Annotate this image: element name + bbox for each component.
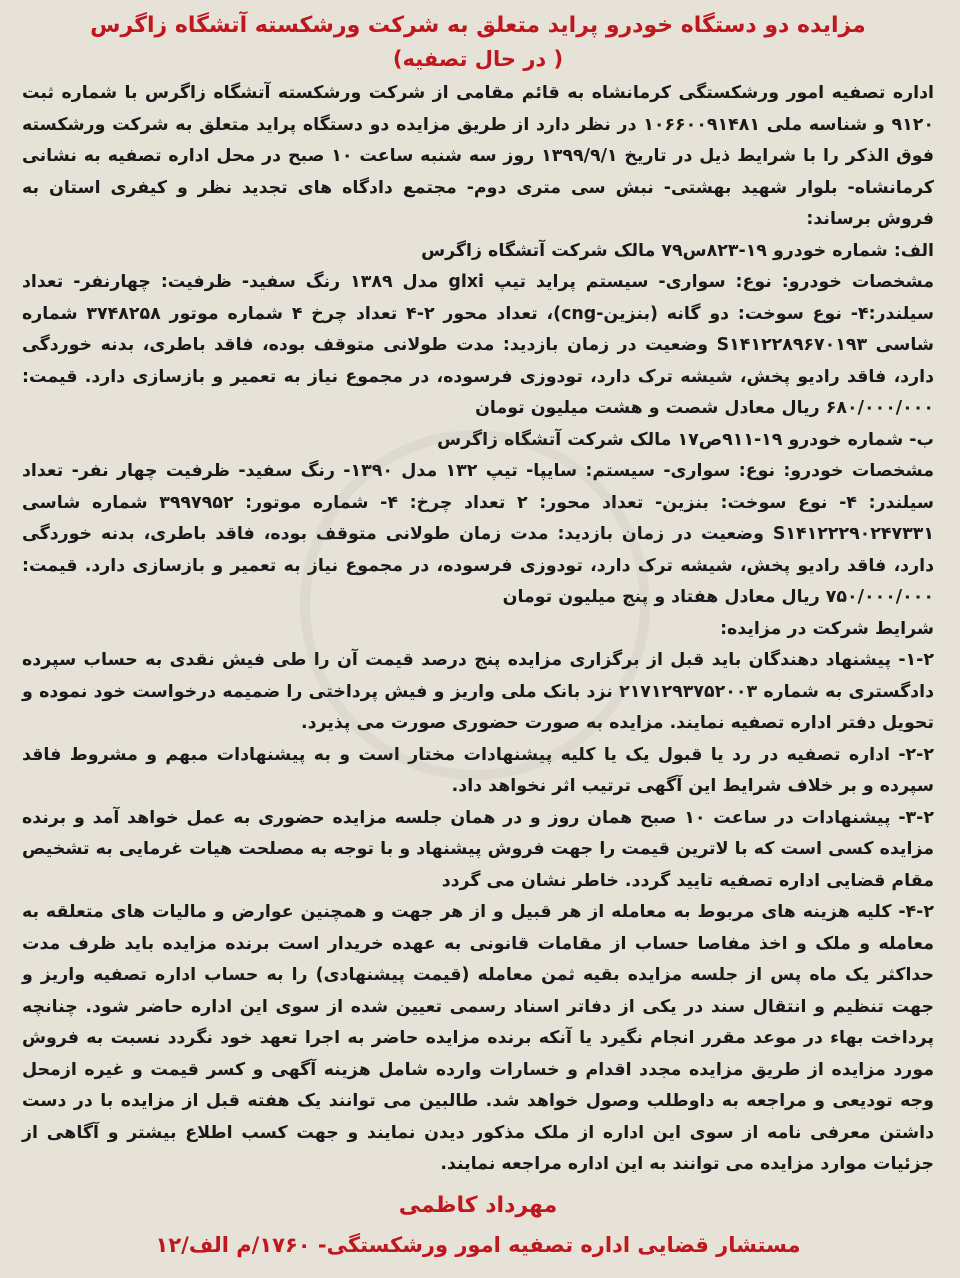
car-a-specs: مشخصات خودرو: نوع: سواری- سیستم پراید تیپ glxi مدل ۱۳۸۹ رنگ سفید- ظرفیت: چهارنفر- تعداد سیلندر:۴- نوع سوخت: دو گانه (بنزین-cng)، تعداد محور ۲-۴ تعداد چرخ ۴ شماره موتور ۳۷۴۸۲۵۸ شماره شاسی S۱۴۱۲۲۸۹۶۷۰۱۹۳ وضعیت در زمان بازدید: مدت طولانی متوقف بوده، فاقد باطری، بدنه خوردگی دارد، فاقد رادیو پخش، شیشه ترک دارد، تودوزی فرسوده، در مجموع نیاز به تعمیر و بازسازی دارد. قیمت: ۶۸۰/۰۰۰/۰۰۰ ریال معادل شصت و هشت میلیون تومان bbox=[22, 272, 935, 418]
signatory-title: مستشار قضایی اداره تصفیه امور ورشکستگی- ۱۷۶۰/م الف/۱۲ bbox=[155, 1232, 801, 1257]
signatory-name: مهرداد کاظمی bbox=[398, 1192, 558, 1218]
conditions-title: شرایط شرکت در مزایده: bbox=[720, 618, 934, 639]
condition-2: ۲-۲- اداره تصفیه در رد یا قبول یک یا کلیه پیشنهادات مختار است و به پیشنهادات مبهم و مشروط فاقد سپرده و بر خلاف شرایط این آگهی ترتیب اثر نخواهد داد. bbox=[22, 744, 934, 796]
intro-paragraph: اداره تصفیه امور ورشکستگی کرمانشاه به قائم مقامی از شرکت ورشکسته آتشگاه زاگرس با شماره ثبت ۹۱۲۰ و شناسه ملی ۱۰۶۶۰۰۹۱۴۸۱ در نظر دارد از طریق مزایده دو دستگاه پراید متعلق به شرکت ورشکسته فوق الذکر را با شرایط ذیل در تاریخ ۱۳۹۹/۹/۱ روز سه شنبه ساعت ۱۰ صبح در محل اداره تصفیه به نشانی کرمانشاه- بلوار شهید بهشتی- نبش سی متری دوم- مجتمع دادگاه های تجدید نظر و کیفری استان به فروش برساند: bbox=[22, 83, 934, 229]
car-b-title: ب- شماره خودرو ۱۹-۹۱۱ص۱۷ مالک شرکت آتشگاه زاگرس bbox=[437, 429, 934, 450]
car-a-title: الف: شماره خودرو ۱۹-۸۲۳س۷۹ مالک شرکت آتشگاه زاگرس bbox=[421, 240, 934, 261]
condition-3: ۳-۲- پیشنهادات در ساعت ۱۰ صبح همان روز و در همان جلسه مزایده حضوری به عمل خواهد آمد و برنده مزایده کسی است که با لاترین قیمت را جهت فروش پیشنهاد و با توجه به مصلحت هیات غرمایی به تشخیص مقام قضایی اداره تصفیه تایید گردد. خاطر نشان می گردد bbox=[22, 807, 934, 891]
condition-4: ۴-۲- کلیه هزینه های مربوط به معامله از هر قبیل و از هر جهت و همچنین عوارض و مالیات های متعلقه به معامله و ملک و اخذ مفاصا حساب از مقامات قانونی به عهده خریدار است برنده مزایده باید ظرف مدت حداکثر یک ماه پس از جلسه مزایده بقیه ثمن معامله (قیمت پیشنهادی) را به حساب اداره تصفیه واریز و جهت تنظیم و انتقال سند در یکی از دفاتر اسناد رسمی تعیین شده از سوی این اداره حاضر شود. چنانچه پرداخت بهاء در موعد مقرر انجام نگیرد یا آنکه برنده مزایده حاضر به اجرا تعهد خود نگردد نسبت به فروش مورد مزایده از طریق مزایده مجدد اقدام و خسارات وارده شامل هزینه آگهی و کسر قیمت و غیره ازمحل وجه تودیعی و مراجعه به داوطلب وصول خواهد شد. طالبین می توانند یک هفته قبل از مزایده با در دست داشتن معرفی نامه از سوی این اداره از ملک مذکور دیدن نمایند و جهت کسب اطلاع بیشتر و آگاهی از جزئیات موارد مزایده می توانند به این اداره مراجعه نمایند. bbox=[22, 902, 934, 1174]
condition-1: ۱-۲- پیشنهاد دهندگان باید قبل از برگزاری مزایده پنج درصد قیمت آن را طی فیش نقدی به حساب سپرده دادگستری به شماره ۲۱۷۱۲۹۳۷۵۲۰۰۳ نزد بانک ملی واریز و فیش پرداختی را ضمیمه درخواست خود نموده و تحویل دفتر اداره تصفیه نمایند. مزایده به صورت حضوری صورت می پذیرد. bbox=[22, 650, 934, 733]
notice-subtitle: ( در حال تصفیه) bbox=[392, 47, 564, 71]
notice-title: مزایده دو دستگاه خودرو پراید متعلق به شرکت ورشکسته آتشگاه زاگرس bbox=[90, 13, 866, 38]
car-b-specs: مشخصات خودرو: نوع: سواری- سیستم: سایپا- تیپ ۱۳۲ مدل ۱۳۹۰- رنگ سفید- ظرفیت چهار نفر- تعداد سیلندر: ۴- نوع سوخت: بنزین- تعداد محور: ۲ تعداد چرخ: ۴- شماره موتور: ۳۹۹۷۹۵۲ شماره شاسی S۱۴۱۲۲۲۹۰۲۴۷۳۳۱ وضعیت در زمان بازدید: مدت زمان طولانی متوقف بوده، فاقد باطری، بدنه خوردگی دارد، فاقد رادیو پخش، شیشه ترک دارد، تودوزی فرسوده، در مجموع نیاز به تعمیر و بازسازی دارد. قیمت: ۷۵۰/۰۰۰/۰۰۰ ریال معادل هفتاد و پنج میلیون تومان bbox=[22, 461, 934, 607]
